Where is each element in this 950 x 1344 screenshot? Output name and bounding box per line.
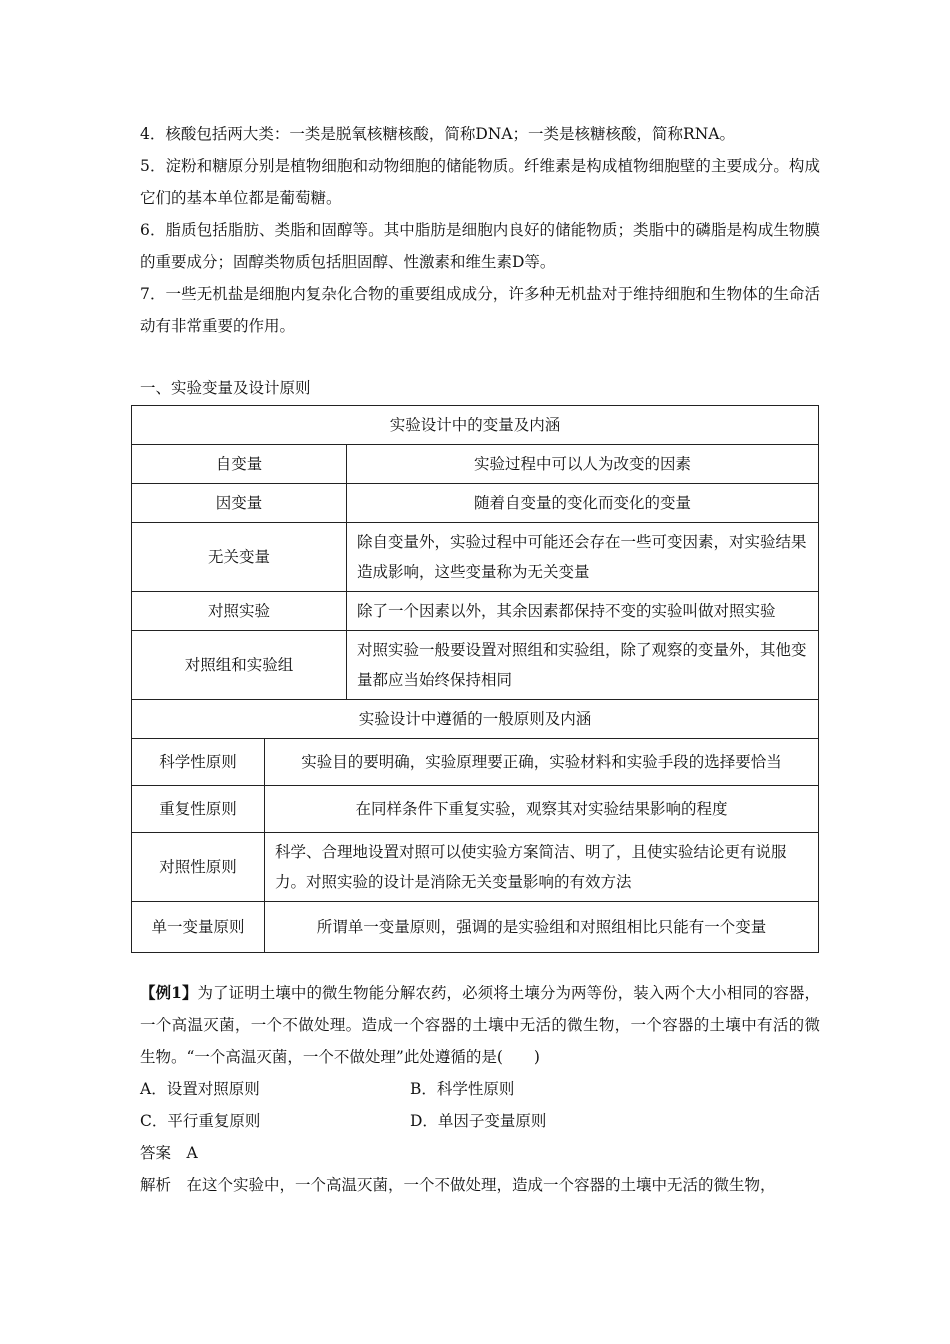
table-row [132,484,819,523]
analysis: 解析 在这个实验中，一个高温灭菌，一个不做处理，造成一个容器的土壤中无活的微生物， [140,1176,776,1194]
example-question [140,977,820,1073]
term-cell: 单一变量原则 [132,902,265,953]
table-row [132,786,819,833]
table-row [132,445,819,484]
table-header: 实验设计中的变量及内涵 [132,406,819,445]
example-tag: 【例1】 [140,983,198,1002]
desc-cell: 除自变量外，实验过程中可能还会存在一些可变因素，对实验结果造成影响，这些变量称为无关变量 [347,523,819,592]
term-cell: 重复性原则 [132,786,265,833]
table-row [132,631,819,700]
term-cell: 科学性原则 [132,739,265,786]
options-row-1 [140,1073,820,1105]
table-row [132,523,819,592]
section-title: 一、实验变量及设计原则 [140,379,311,397]
table-row [132,739,819,786]
term-cell: 对照性原则 [132,833,265,902]
option-c: C．平行重复原则 [140,1112,261,1130]
table-header: 实验设计中遵循的一般原则及内涵 [132,700,819,739]
table-row [132,833,819,902]
option-d: D．单因子变量原则 [410,1112,547,1130]
point-6: 6．脂质包括脂肪、类脂和固醇等。其中脂肪是细胞内良好的储能物质；类脂中的磷脂是构成生物膜的重要成分；固醇类物质包括胆固醇、性激素和维生素D等。 [140,221,820,271]
knowledge-points [140,118,820,342]
answer: 答案 A [140,1144,198,1162]
example-1 [140,977,820,1201]
desc-cell: 在同样条件下重复实验，观察其对实验结果影响的程度 [265,786,819,833]
desc-cell: 实验过程中可以人为改变的因素 [347,445,819,484]
desc-cell: 对照实验一般要设置对照组和实验组，除了观察的变量外，其他变量都应当始终保持相同 [347,631,819,700]
point-4: 4．核酸包括两大类：一类是脱氧核糖核酸，简称DNA；一类是核糖核酸，简称RNA。 [140,125,735,143]
point-5: 5．淀粉和糖原分别是植物细胞和动物细胞的储能物质。纤维素是构成植物细胞壁的主要成分。构成它们的基本单位都是葡萄糖。 [140,157,820,207]
desc-cell: 随着自变量的变化而变化的变量 [347,484,819,523]
table-row [132,592,819,631]
option-a: A．设置对照原则 [140,1080,260,1098]
options-row-2 [140,1105,820,1137]
desc-cell: 实验目的要明确，实验原理要正确，实验材料和实验手段的选择要恰当 [265,739,819,786]
term-cell: 对照实验 [132,592,347,631]
table-row [132,902,819,953]
question-text: 为了证明土壤中的微生物能分解农药，必须将土壤分为两等份，装入两个大小相同的容器，一个高温灭菌，一个不做处理。造成一个容器的土壤中无活的微生物，一个容器的土壤中有活的微生物。“一个高温灭菌，一个不做处理”此处遵循的是( ) [140,984,820,1066]
principles-table [131,699,819,953]
variables-table [131,405,819,700]
desc-cell: 所谓单一变量原则，强调的是实验组和对照组相比只能有一个变量 [265,902,819,953]
term-cell: 对照组和实验组 [132,631,347,700]
term-cell: 自变量 [132,445,347,484]
term-cell: 因变量 [132,484,347,523]
desc-cell: 科学、合理地设置对照可以使实验方案简洁、明了，且使实验结论更有说服力。对照实验的设计是消除无关变量影响的有效方法 [265,833,819,902]
term-cell: 无关变量 [132,523,347,592]
desc-cell: 除了一个因素以外，其余因素都保持不变的实验叫做对照实验 [347,592,819,631]
point-7: 7．一些无机盐是细胞内复杂化合物的重要组成成分，许多种无机盐对于维持细胞和生物体的生命活动有非常重要的作用。 [140,285,820,335]
option-b: B．科学性原则 [410,1080,515,1098]
